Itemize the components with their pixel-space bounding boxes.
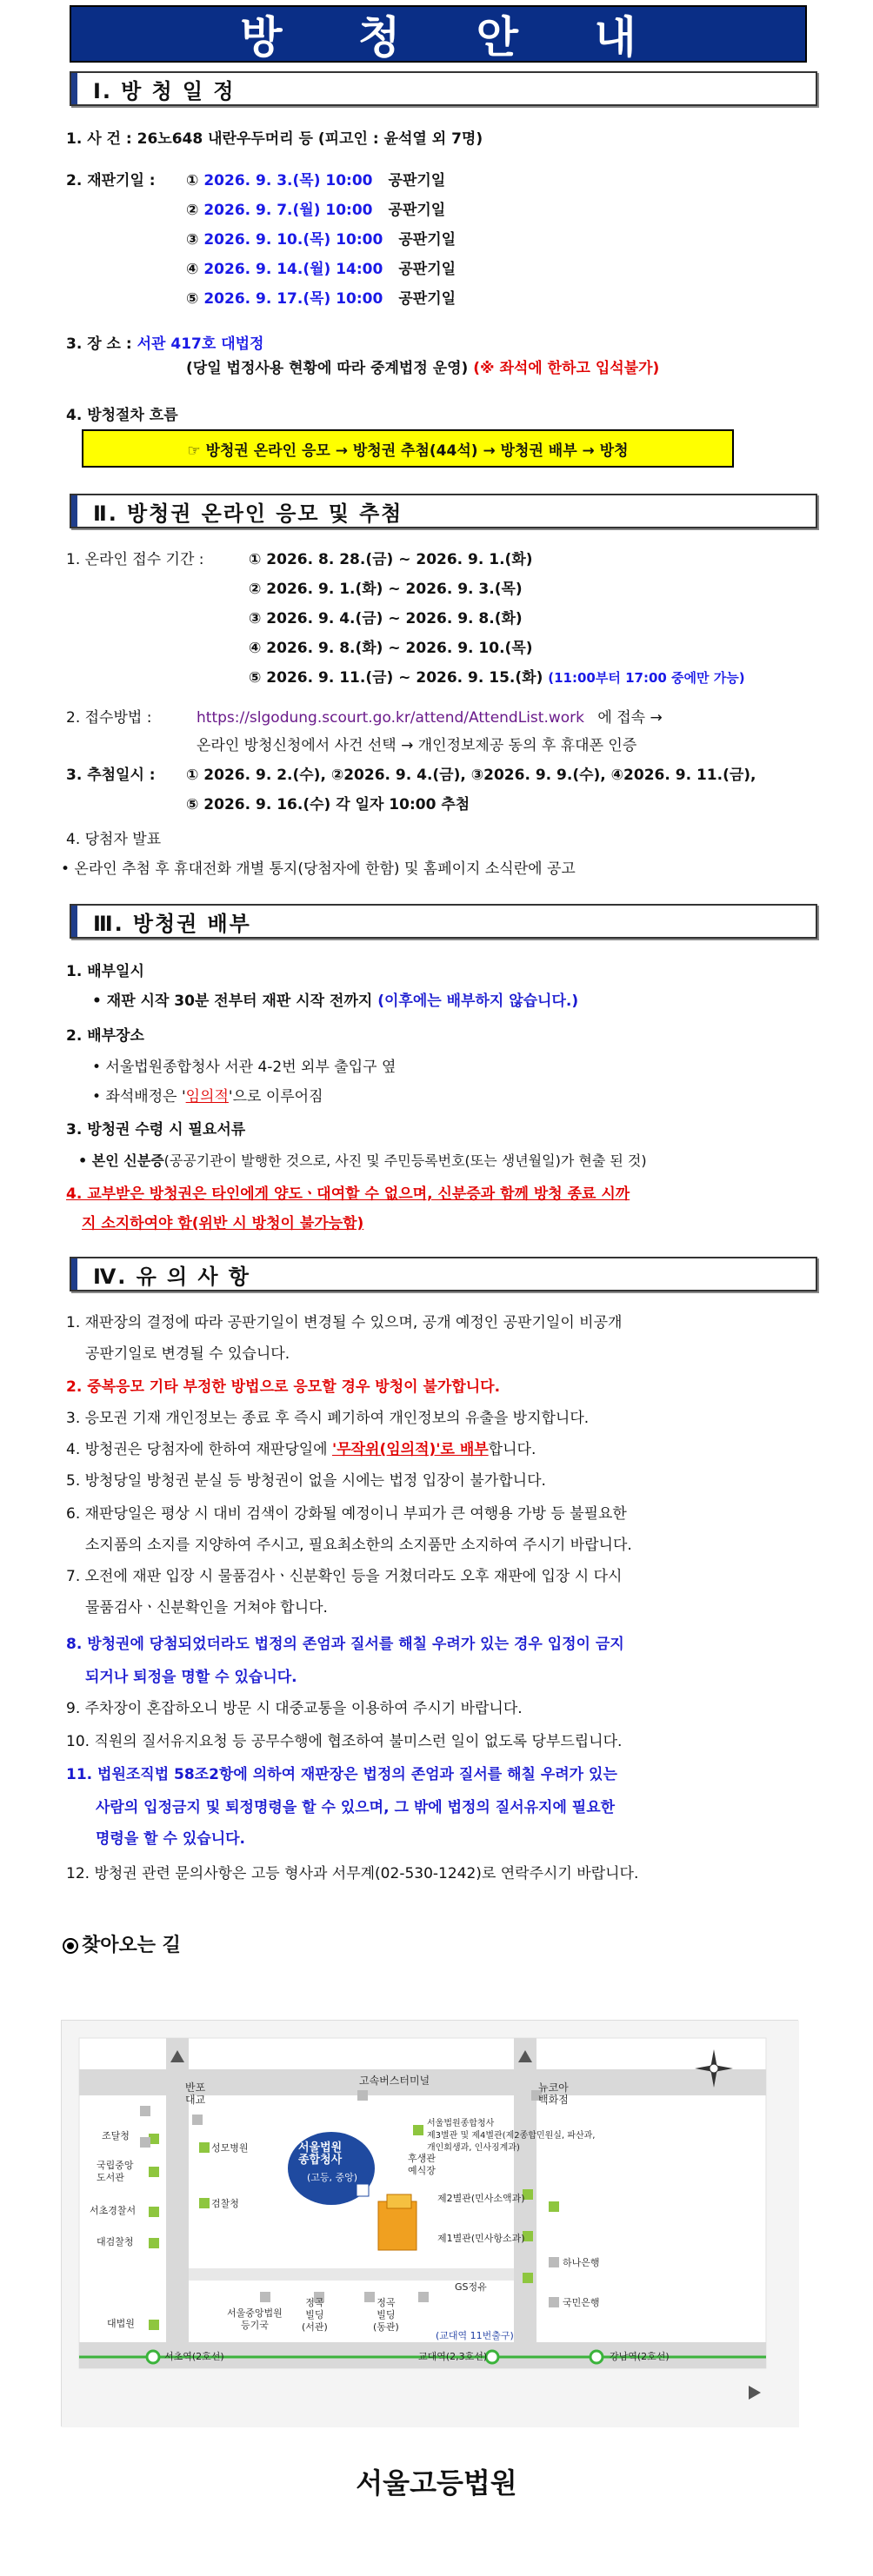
location-map (61, 2020, 798, 2427)
id-card-detail: (공공기관이 발행한 것으로, 사진 및 주민등록번호(또는 생년월일)가 현출 된 것) (163, 1152, 647, 1169)
hearing-type: 공판기일 (398, 290, 456, 308)
method-text2: 온라인 방청신청에서 사건 선택 → 개인정보제공 동의 후 휴대폰 인증 (197, 737, 637, 754)
section-header-notes (70, 1257, 817, 1291)
dist-needs-label: 3. 방청권 수령 시 필요서류 (66, 1121, 246, 1139)
dist-time-label: 1. 배부일시 (66, 963, 144, 980)
map-roads (62, 2021, 799, 2427)
dist-warning-line1: 4. 교부받은 방청권은 타인에게 양도ㆍ대여할 수 없으며, 신분증과 함께 방청 종료 시까 (66, 1185, 630, 1203)
application-period-row (249, 608, 523, 629)
date-number: ⑤ (186, 290, 199, 308)
note-line: 명령을 할 수 있습니다. (96, 1830, 246, 1848)
note-line: 6. 재판당일은 평상 시 대비 검색이 강화될 예정이니 부피가 큰 여행용 가방 등 불필요한 (66, 1505, 627, 1523)
date-number: ② (186, 202, 199, 219)
dates-label: 2. 재판기일 : (66, 172, 156, 189)
dist-warning-line2: 지 소지하여야 함(위반 시 방청이 불가능함) (82, 1215, 364, 1232)
winner-text: • 온라인 추첨 후 휴대전화 개별 통지(당첨자에 한함) 및 홈페이지 소식란에 공고 (61, 860, 576, 878)
draw-line1: ① 2026. 9. 2.(수), ②2026. 9. 4.(금), ③2026. 9. 9.(수), ④2026. 9. 11.(금), (186, 767, 756, 784)
title-banner (70, 5, 807, 63)
note-line (66, 1439, 536, 1460)
text-post: '으로 이루어짐 (228, 1088, 323, 1105)
note-line: 11. 법원조직법 58조2항에 의하여 재판장은 법정의 존엄과 질서를 해칠 우려가 있는 (66, 1766, 617, 1783)
emphasis-text: 임의적 (185, 1088, 229, 1105)
note-line: 10. 직원의 질서유지요청 등 공무수행에 협조하여 불미스런 일이 없도록 당부드립니다. (66, 1733, 623, 1750)
text-pre: • 좌석배정은 ' (92, 1088, 186, 1105)
target-circle-icon (63, 1938, 78, 1954)
section-title: Ⅳ. 유 의 사 항 (93, 1264, 250, 1289)
hearing-date: 2026. 9. 7.(월) 10:00 (203, 202, 373, 219)
map-label-newcore: 뉴코아 백화점 (538, 2081, 569, 2106)
place-warning: (※ 좌석에 한하고 입석불가) (473, 360, 660, 377)
date-number: ③ (186, 231, 199, 249)
application-period: ② 2026. 9. 1.(화) ~ 2026. 9. 3.(목) (249, 581, 523, 598)
section-header-online (70, 494, 817, 528)
court-name: 서울고등법원 (356, 2466, 517, 2500)
date-number: ④ (186, 261, 199, 278)
map-label-hospital: 성모병원 (211, 2142, 249, 2154)
hearing-type: 공판기일 (398, 231, 456, 249)
hearing-type: 공판기일 (388, 202, 446, 219)
note-line: 5. 방청당일 방청권 분실 등 방청권이 없을 시에는 법정 입장이 불가합니다. (66, 1472, 546, 1490)
place-note: (당일 법정사용 현황에 따라 중계법정 운영) (186, 360, 469, 377)
hearing-date: 2026. 9. 17.(목) 10:00 (203, 290, 383, 308)
draw-line2: ⑤ 2026. 9. 16.(수) 각 일자 10:00 추첨 (186, 796, 470, 813)
section-title: Ⅲ. 방청권 배부 (93, 911, 251, 936)
map-label-gangnam-station: 강남역(2호선) (610, 2351, 670, 2362)
procedure-flow-box (82, 429, 734, 468)
winner-label: 4. 당첨자 발표 (66, 831, 162, 848)
note-line: 1. 재판장의 결정에 따라 공판기일이 변경될 수 있으며, 공개 예정인 공판기일이 비공개 (66, 1314, 623, 1331)
note-line: 사람의 입정금지 및 퇴정명령을 할 수 있으며, 그 밖에 법정의 질서유지에 필요한 (96, 1799, 616, 1816)
map-label-jeongkok-east: 정곡 빌딩 (동관) (373, 2297, 399, 2333)
note-line: 되거나 퇴정을 명할 수 있습니다. (85, 1669, 297, 1686)
draw-label: 3. 추첨일시 : (66, 767, 156, 784)
section-header-schedule (70, 71, 817, 106)
application-period-row (249, 549, 533, 570)
application-period: ④ 2026. 9. 8.(화) ~ 2026. 9. 10.(목) (249, 640, 533, 657)
method-row (197, 707, 663, 728)
note-line: 소지품의 소지를 지양하여 주시고, 필요최소한의 소지품만 소지하여 주시기 바랍니다. (85, 1537, 632, 1554)
hearing-date-row (186, 200, 445, 221)
dist-time-text: • 재판 시작 30분 전부터 재판 시작 전까지 (92, 993, 373, 1010)
map-label-jeongkok-west: 정곡 빌딩 (서관) (302, 2297, 328, 2333)
note-line: 9. 주차장이 혼잡하오니 방문 시 대중교통을 이용하여 주시기 바랍니다. (66, 1700, 523, 1717)
note-emphasis: '무작위(임의적)'로 배부 (332, 1441, 489, 1458)
case-label: 1. 사 건 : (66, 130, 132, 148)
note-line: 2. 중복응모 기타 부정한 방법으로 응모할 경우 방청이 불가합니다. (66, 1378, 501, 1396)
dist-time-row (92, 991, 578, 1012)
procedure-label: 4. 방청절차 흐름 (66, 407, 178, 424)
case-row (66, 129, 483, 149)
map-label-kookmin-bank: 국민은행 (563, 2297, 600, 2308)
application-period: ③ 2026. 9. 4.(금) ~ 2026. 9. 8.(화) (249, 610, 523, 627)
map-label-welfare: 후생관 예식장 (408, 2153, 436, 2176)
map-label-supreme-court: 대법원 (107, 2318, 135, 2329)
method-label: 2. 접수방법 : (66, 709, 152, 727)
map-label-exit11: (교대역 11번출구) (436, 2330, 514, 2341)
method-url-link[interactable]: https://slgodung.scourt.go.kr/attend/AttendList.work (197, 709, 584, 727)
map-label-police: 서초경찰서 (90, 2205, 137, 2216)
hearing-date: 2026. 9. 14.(월) 14:00 (203, 261, 383, 278)
note-text: 합니다. (488, 1441, 536, 1458)
period-label: 1. 온라인 접수 기간 : (66, 551, 204, 568)
hearing-date-row (186, 170, 445, 191)
map-label-hana-bank: 하나은행 (563, 2257, 600, 2268)
map-label-library: 국립중앙 도서관 (97, 2160, 134, 2183)
application-period-row (249, 638, 533, 659)
map-label-prosecutors-office: 대검찰청 (97, 2236, 134, 2247)
directions-title-row (63, 1933, 181, 1959)
hearing-type: 공판기일 (388, 172, 446, 189)
application-period: ① 2026. 8. 28.(금) ~ 2026. 9. 1.(화) (249, 551, 533, 568)
hearing-date: 2026. 9. 10.(목) 10:00 (203, 231, 383, 249)
place-note-row (186, 358, 659, 379)
date-number: ① (186, 172, 199, 189)
map-label-banpo: 반포 대교 (185, 2081, 206, 2106)
map-label-annex1: 제1별관(민사항소과) (437, 2233, 525, 2244)
hearing-date-row (186, 289, 456, 309)
hearing-date: 2026. 9. 3.(목) 10:00 (203, 172, 373, 189)
note-line: 12. 방청권 관련 문의사항은 고등 형사과 서무계(02-530-1242)로 연락주시기 바랍니다. (66, 1865, 639, 1882)
dist-place-label: 2. 배부장소 (66, 1027, 144, 1045)
id-card-label: • 본인 신분증 (78, 1152, 164, 1169)
map-label-annex2: 제2별관(민사소액과) (437, 2193, 525, 2204)
note-text: 4. 방청권은 당첨자에 한하여 재판당일에 (66, 1441, 332, 1458)
dist-place-item1: • 서울법원종합청사 서관 4-2번 외부 출입구 옆 (92, 1059, 397, 1076)
map-label-gyodae-station: 교대역(2,3호선) (418, 2351, 488, 2362)
application-period: ⑤ 2026. 9. 11.(금) ~ 2026. 9. 15.(화) (249, 669, 543, 687)
section-title: Ⅰ. 방 청 일 정 (93, 78, 236, 103)
note-line: 물품검사ㆍ신분확인을 거쳐야 합니다. (85, 1599, 328, 1617)
map-label-terminal: 고속버스터미널 (359, 2075, 430, 2087)
place-label: 3. 장 소 : (66, 335, 132, 353)
map-label-gs: GS정유 (455, 2281, 487, 2293)
note-line: 7. 오전에 재판 입장 시 물품검사ㆍ신분확인 등을 거쳤더라도 오후 재판에 입장 시 다시 (66, 1568, 623, 1585)
case-value: 26노648 내란우두머리 등 (피고인 : 윤석열 외 7명) (137, 130, 483, 148)
map-label-procurement: 조달청 (102, 2130, 130, 2141)
place-row (66, 334, 263, 355)
hearing-type: 공판기일 (398, 261, 456, 278)
procedure-flow: ☞ 방청권 온라인 응모 → 방청권 추첨(44석) → 방청권 배부 → 방청 (187, 442, 629, 460)
dist-place-item2 (92, 1086, 323, 1107)
application-period-row (249, 667, 745, 688)
map-label-prosecution: 검찰청 (211, 2198, 239, 2209)
map-label-seocho-station: 서초역(2호선) (164, 2351, 224, 2362)
map-label-annex34: 서울법원종합청사 제3별관 및 제4별관(제2종합민원실, 파산과, 개인회생과, 인사징계과) (427, 2119, 596, 2153)
map-label-registry: 서울중앙법원 등기국 (227, 2307, 283, 2331)
period-note: (11:00부터 17:00 중에만 가능) (548, 670, 745, 686)
section-title: Ⅱ. 방청권 온라인 응모 및 추첨 (93, 501, 403, 526)
dist-time-note: (이후에는 배부하지 않습니다.) (377, 993, 579, 1010)
page-title: 방 청 안 내 (240, 12, 667, 63)
note-line: 공판기일로 변경될 수 있습니다. (85, 1345, 290, 1363)
application-period-row (249, 579, 523, 600)
hearing-date-row (186, 229, 456, 250)
section-header-distribution (70, 904, 817, 939)
directions-title: 찾아오는 길 (82, 1935, 181, 1956)
map-label-court-sub: (고등, 중앙) (307, 2172, 358, 2183)
note-line: 8. 방청권에 당첨되었더라도 법정의 존엄과 질서를 해칠 우려가 있는 경우 입정이 금지 (66, 1636, 624, 1653)
place-value: 서관 417호 대법정 (137, 335, 264, 353)
dist-needs-item (78, 1151, 647, 1172)
note-line: 3. 응모권 기재 개인정보는 종료 후 즉시 폐기하여 개인정보의 유출을 방지합니다. (66, 1410, 590, 1427)
method-text: 에 접속 → (597, 709, 663, 727)
hearing-date-row (186, 259, 456, 280)
map-label-court: 서울법원 종합청사 (298, 2141, 343, 2167)
